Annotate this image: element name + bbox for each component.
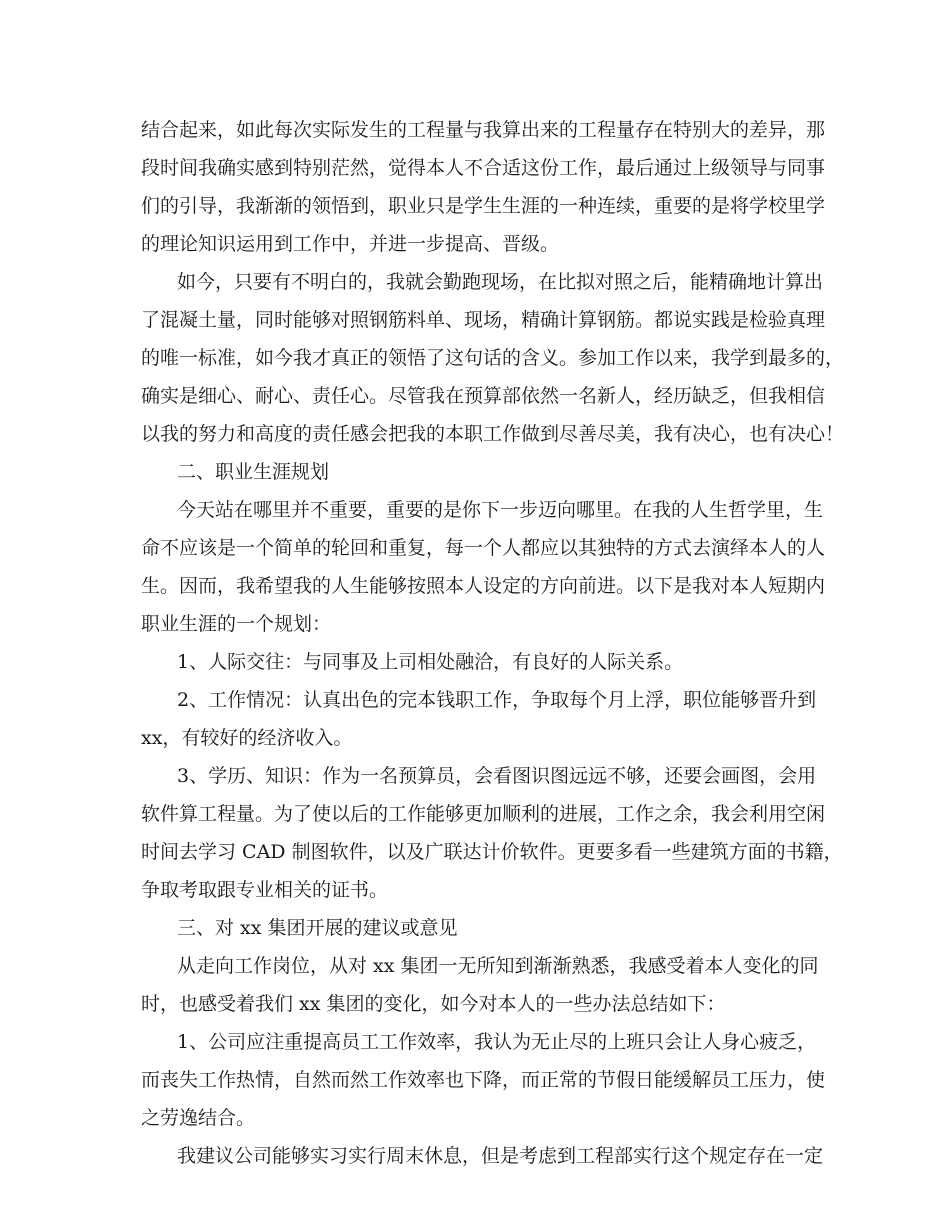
- text-line: 了混凝土量，同时能够对照钢筋料单、现场，精确计算钢筋。都说实践是检验真理: [141, 309, 826, 331]
- text-line: 争取考取跟专业相关的证书。: [141, 879, 389, 901]
- text-line: 职业生涯的一个规划：: [141, 613, 332, 635]
- text-line: 如今，只要有不明白的，我就会勤跑现场，在比拟对照之后，能精确地计算出: [177, 271, 824, 293]
- text-line: 三、对 xx 集团开展的建议或意见: [177, 917, 458, 939]
- text-line: 的唯一标准，如今我才真正的领悟了这句话的含义。参加工作以来，我学到最多的，: [141, 347, 845, 369]
- document-body: [141, 111, 845, 1175]
- text-line: 时间去学习 CAD 制图软件，以及广联达计价软件。更要多看一些建筑方面的书籍，: [141, 841, 843, 863]
- text-line: 段时间我确实感到特别茫然，觉得本人不合适这份工作，最后通过上级领导与同事: [141, 157, 826, 179]
- text-line: 3、学历、知识：作为一名预算员，会看图识图远远不够，还要会画图，会用: [177, 765, 817, 787]
- text-line: 命不应该是一个简单的轮回和重复，每一个人都应以其独特的方式去演绎本人的人: [141, 537, 826, 559]
- text-line: 而丧失工作热情，自然而然工作效率也下降，而正常的节假日能缓解员工压力，使: [141, 1069, 826, 1091]
- text-line: 2、工作情况：认真出色的完本钱职工作，争取每个月上浮，职位能够晋升到: [177, 689, 817, 711]
- text-line: 今天站在哪里并不重要，重要的是你下一步迈向哪里。在我的人生哲学里，生: [177, 499, 824, 521]
- text-line: 1、人际交往：与同事及上司相处融洽，有良好的人际关系。: [177, 651, 684, 673]
- text-line: 时，也感受着我们 xx 集团的变化，如今对本人的一些办法总结如下：: [141, 993, 726, 1015]
- text-line: 的理论知识运用到工作中，并进一步提高、晋级。: [141, 233, 560, 255]
- text-line: 结合起来，如此每次实际发生的工程量与我算出来的工程量存在特别大的差异，那: [141, 119, 826, 141]
- text-line: xx，有较好的经济收入。: [141, 727, 353, 749]
- text-line: 生。因而，我希望我的人生能够按照本人设定的方向前进。以下是我对本人短期内: [141, 575, 826, 597]
- text-line: 1、公司应注重提高员工工作效率，我认为无止尽的上班只会让人身心疲乏，: [177, 1031, 817, 1053]
- text-line: 从走向工作岗位，从对 xx 集团一无所知到渐渐熟悉，我感受着本人变化的同: [177, 955, 819, 977]
- text-line: 确实是细心、耐心、责任心。尽管我在预算部依然一名新人，经历缺乏，但我相信: [141, 385, 826, 407]
- text-line: 以我的努力和高度的责任感会把我的本职工作做到尽善尽美，我有决心，也有决心！: [141, 423, 845, 445]
- text-line: 软件算工程量。为了使以后的工作能够更加顺利的进展，工作之余，我会利用空闲: [141, 803, 826, 825]
- text-line: 们的引导，我渐渐的领悟到，职业只是学生生涯的一种连续，重要的是将学校里学: [141, 195, 826, 217]
- text-line: 之劳逸结合。: [141, 1107, 256, 1129]
- text-line: 二、职业生涯规划: [177, 461, 330, 483]
- text-line: 我建议公司能够实习实行周末休息，但是考虑到工程部实行这个规定存在一定: [177, 1145, 824, 1167]
